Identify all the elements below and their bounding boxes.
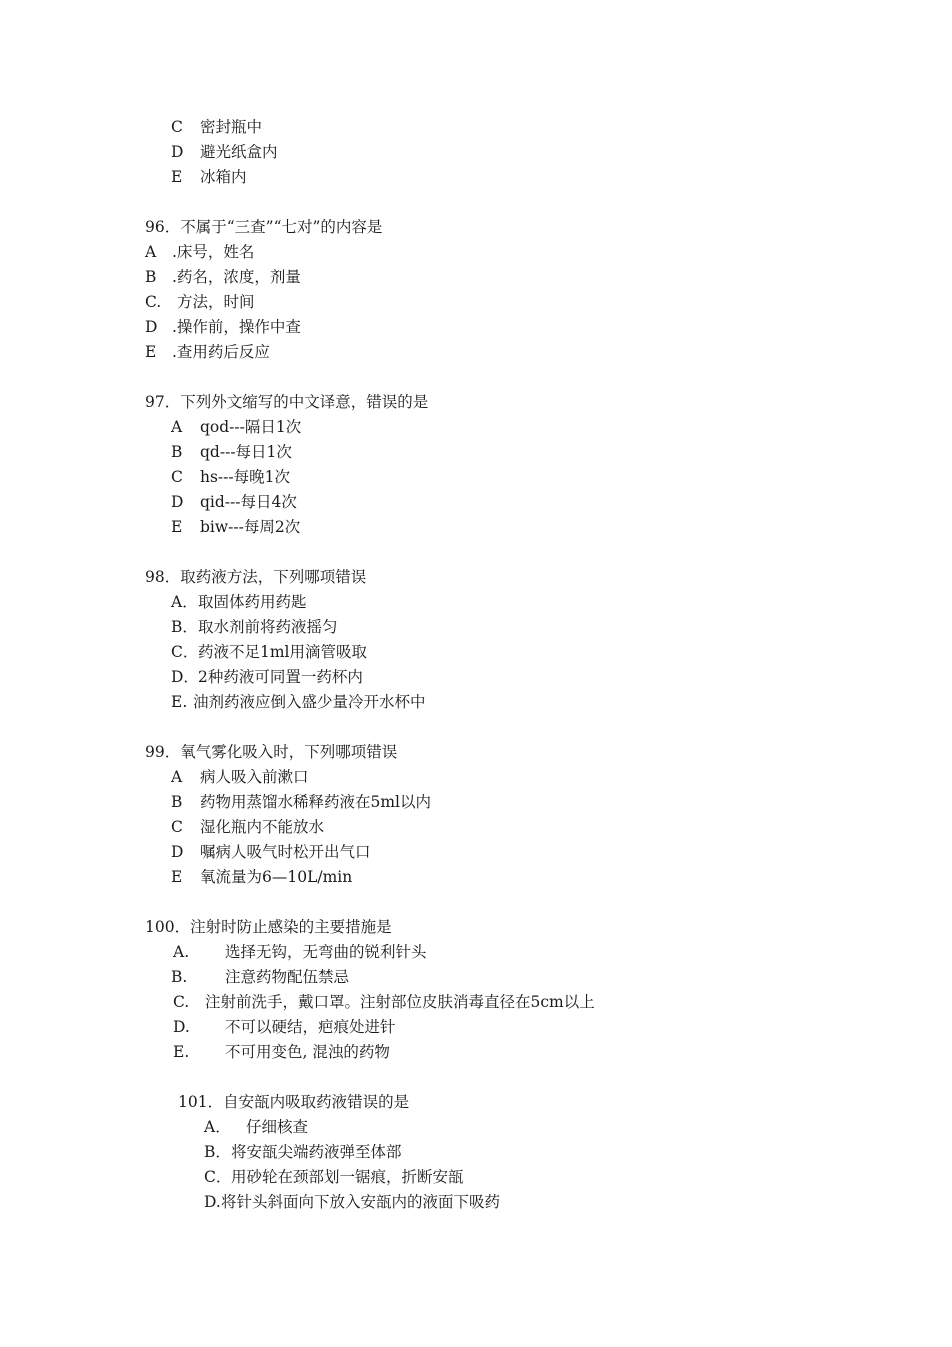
option-d: D 嘱病人吸气时松开出气口 bbox=[171, 843, 371, 861]
option-a: A .床号，姓名 bbox=[145, 243, 255, 261]
option-b: B. 注意药物配伍禁忌 bbox=[171, 968, 350, 986]
option-a: A．取固体药用药匙 bbox=[171, 593, 307, 611]
question-96 bbox=[145, 215, 382, 365]
option-c: C hs---每晚1次 bbox=[171, 468, 291, 486]
question-100 bbox=[145, 915, 595, 1065]
option-b: B qd---每日1次 bbox=[171, 443, 292, 461]
question-text: 101．自安瓿内吸取药液错误的是 bbox=[178, 1093, 410, 1111]
question-text: 100．注射时防止感染的主要措施是 bbox=[145, 918, 392, 936]
option-e: E. 不可用变色, 混浊的药物 bbox=[173, 1043, 390, 1061]
option-a: A． 仔细核查 bbox=[204, 1118, 309, 1136]
option-a: A. 选择无钩，无弯曲的锐利针头 bbox=[173, 943, 427, 961]
option-d: D．2种药液可同置一药杯内 bbox=[171, 668, 363, 686]
option-d: D 避光纸盒内 bbox=[171, 143, 278, 161]
q95-options bbox=[171, 115, 278, 190]
option-d: D qid---每日4次 bbox=[171, 493, 297, 511]
option-c: C 密封瓶中 bbox=[171, 118, 263, 136]
question-99 bbox=[145, 740, 431, 890]
option-e: E 氧流量为6—10L/min bbox=[171, 868, 353, 886]
option-b: B．将安瓿尖端药液弹至体部 bbox=[204, 1143, 402, 1161]
question-text: 96．不属于“三查”“七对”的内容是 bbox=[145, 218, 383, 236]
option-c: C．用砂轮在颈部划一锯痕，折断安瓿 bbox=[204, 1168, 464, 1186]
option-a: A qod---隔日1次 bbox=[171, 418, 302, 436]
option-c: C. 方法，时间 bbox=[145, 293, 255, 311]
option-d: D. 不可以硬结，疤痕处进针 bbox=[173, 1018, 396, 1036]
option-b: B 药物用蒸馏水稀释药液在5ml以内 bbox=[171, 793, 432, 811]
option-c: C．药液不足1ml用滴管吸取 bbox=[171, 643, 368, 661]
question-text: 97．下列外文缩写的中文译意，错误的是 bbox=[145, 393, 429, 411]
question-text: 99．氧气雾化吸入时，下列哪项错误 bbox=[145, 743, 398, 761]
question-98 bbox=[145, 565, 426, 715]
option-a: A 病人吸入前漱口 bbox=[171, 768, 309, 786]
question-text: 98．取药液方法，下列哪项错误 bbox=[145, 568, 367, 586]
option-b: B .药名，浓度，剂量 bbox=[145, 268, 301, 286]
option-e: E biw---每周2次 bbox=[171, 518, 301, 536]
option-c: C 湿化瓶内不能放水 bbox=[171, 818, 325, 836]
option-d: D .操作前，操作中查 bbox=[145, 318, 301, 336]
option-e: E. 油剂药液应倒入盛少量冷开水杯中 bbox=[171, 693, 426, 711]
option-c: C. 注射前洗手，戴口罩。注射部位皮肤消毒直径在5cm以上 bbox=[173, 993, 595, 1011]
option-b: B．取水剂前将药液摇匀 bbox=[171, 618, 338, 636]
option-e: E 冰箱内 bbox=[171, 168, 247, 186]
option-d: D.将针头斜面向下放入安瓿内的液面下吸药 bbox=[204, 1193, 501, 1211]
question-97 bbox=[145, 390, 428, 540]
option-e: E .查用药后反应 bbox=[145, 343, 270, 361]
question-101 bbox=[178, 1090, 500, 1215]
